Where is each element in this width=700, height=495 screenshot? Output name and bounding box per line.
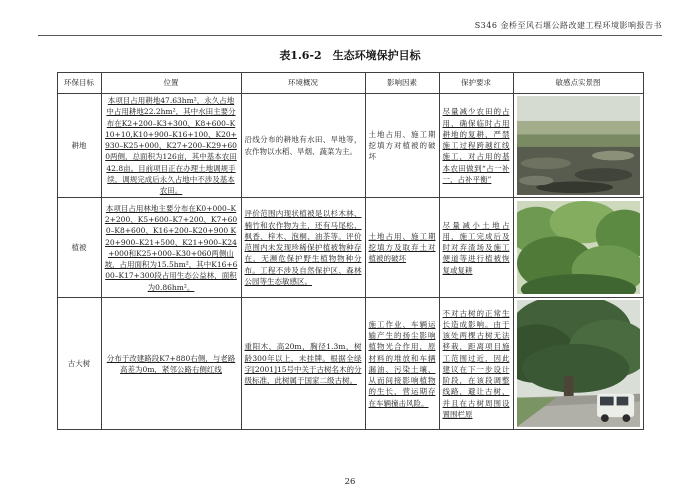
photo-cell <box>513 198 643 298</box>
location-text: 本项目占用林地主要分布在K0+000–K2+200、K5+600–K7+200、K7+600–K8+600、K16+200–K20+900 K20+900–K21+500、K21+900–K24+000和K25+000–K30+060两侧山坡，占用面积为15.5hm²，其中K16+600–K17+300段占用生态公益林，面积为0.86hm²。 <box>104 203 238 292</box>
environment-text: 评价范围内现状植被是以杉木林、楠竹和农作物为主，还有马尾松、枫香、梓木、泡桐、油茶等。评价范围内未发现珍稀保护植被物种存在，无濒危保护野生植物物种分布。工程不涉及自然保护区、森林公园等生态敏感区。 <box>244 209 362 286</box>
page-number: 26 <box>344 477 356 487</box>
impact-text: 土地占用、施工期挖填方对植被的破坏 <box>368 129 436 162</box>
photo-cell <box>513 94 643 198</box>
column-header-location: 位置 <box>101 73 241 94</box>
ancient-tree-photo <box>517 300 640 427</box>
table-header-row <box>57 73 643 94</box>
row-label: 古大树 <box>57 298 101 430</box>
row-label: 植被 <box>57 198 101 298</box>
column-header-protection: 保护要求 <box>439 73 513 94</box>
paddy-field-photo <box>517 96 640 195</box>
environment-text: 重阳木，高20m，胸径1.3m，树龄300年以上，未挂牌。根据全绿字[2001]15号中关于古树名木的分级标准，此树属于国家二级古树。 <box>244 342 362 385</box>
page-title: 表1.6-2 生态环境保护目标 <box>279 49 421 62</box>
impact-text: 土地占用、施工期挖填方及取弃土对植被的破坏 <box>368 231 436 264</box>
location-text: 本项目占用耕地47.63hm²，永久占地中占用耕地22.2hm²，其中水田主要分布在K2+200–K3+300、K8+600–K10+10,K10+900–K16+100、K20+930–K25+000、K27+200–K29+600两侧，总面积为126亩，其中基本农田42.8亩。目前项目正在办理土地调规手续，调规完成后永久占地中不涉及基本农田。 <box>105 96 237 195</box>
environment-text: 沿线分布的耕地有水田、旱地等，农作物以水稻、旱烟、蔬菜为主。 <box>244 135 362 156</box>
document-header <box>38 20 662 36</box>
document-header-text: S346 金桥至风石堰公路改建工程环境影响报告书 <box>474 21 662 30</box>
protection-text: 尽量减小土地占用，施工完成后及时对弃渣场及施工便道等进行植被恢复或复耕 <box>442 220 510 275</box>
table-row-ancient-tree <box>57 298 643 430</box>
column-header-environment: 环境概况 <box>241 73 365 94</box>
table-row-farmland <box>57 94 643 198</box>
photo-cell <box>513 298 643 430</box>
location-text: 分布于改建路段K7+880右侧，与老路高差为0m，紧邻公路右侧红线 <box>106 353 236 374</box>
eco-protection-table <box>57 72 644 430</box>
row-label: 耕地 <box>57 94 101 198</box>
column-header-impact: 影响因素 <box>365 73 439 94</box>
protection-text: 不对古树的正常生长造成影响。由于该处两棵古树无法移栽，距离项目施工范围过近，因此建议在下一步设计阶段，在该段调整线路，避让古树，并且在古树周围设置围栏原 <box>442 308 510 419</box>
protection-text: 尽量减少农田的占用，确保临时占用耕地的复耕，严禁施工过程跨越红线施工，对占用的基本农田做到“占一补一，占补平衡” <box>442 107 510 184</box>
column-header-target: 环保目标 <box>57 73 101 94</box>
column-header-photo: 敏感点实景图 <box>513 73 643 94</box>
impact-text: 施工作业、车辆运输产生的扬尘影响植物光合作用，原材料的堆放和车辆漏油、污染土壤，从而间接影响植物的生长，营运期存在车辆撞击风险。 <box>368 319 436 408</box>
vegetation-photo <box>517 201 640 294</box>
table-row-vegetation <box>57 198 643 298</box>
